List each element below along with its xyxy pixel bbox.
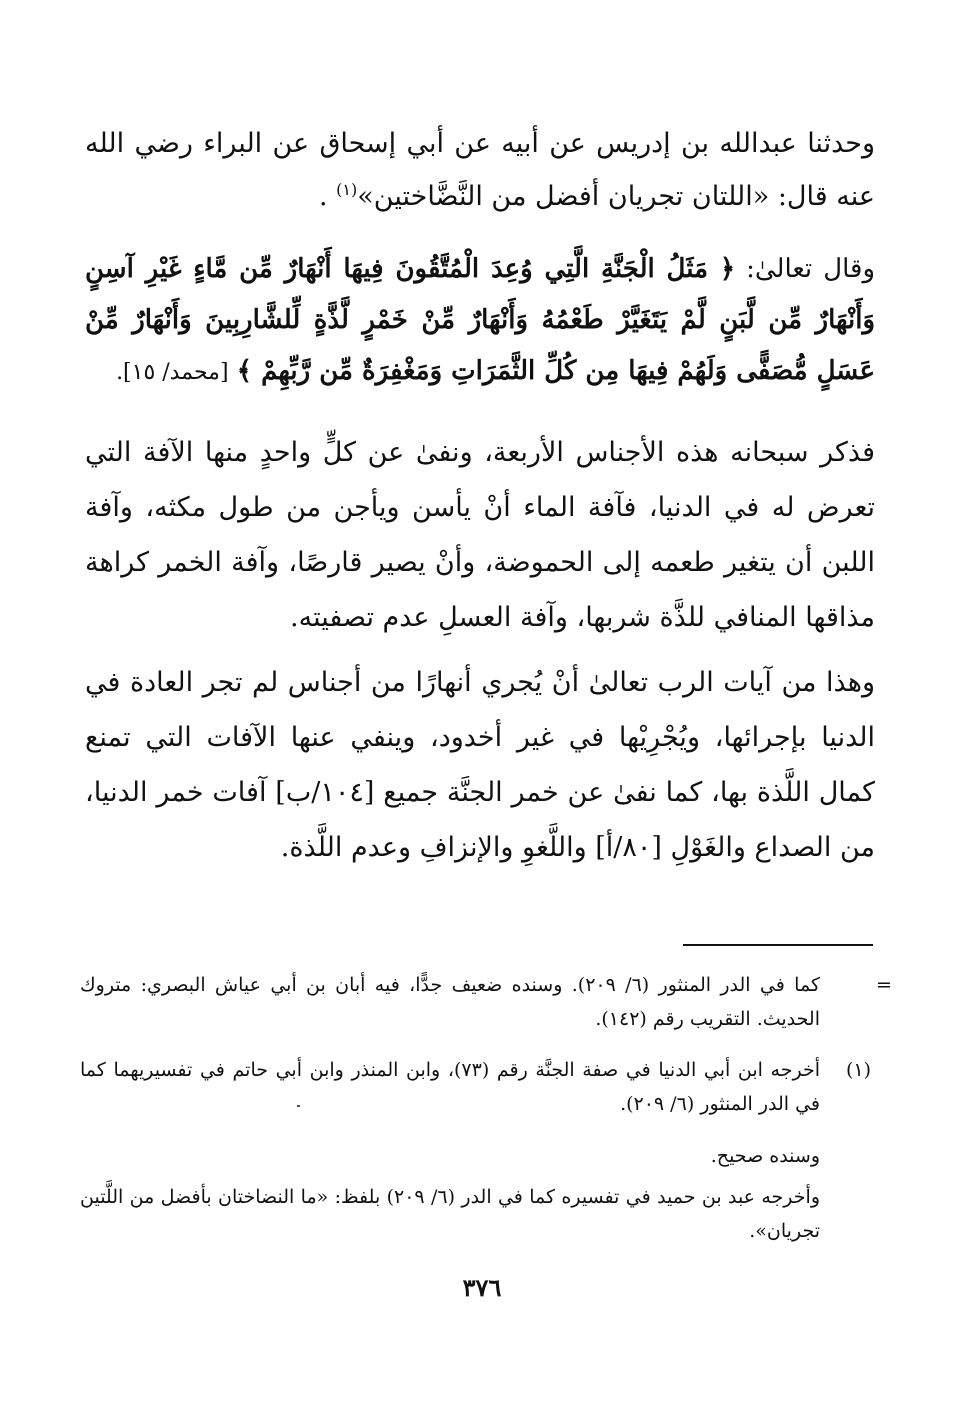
scan-speck <box>297 1105 300 1107</box>
footnote-continuation-marker: = <box>876 974 892 996</box>
paragraph-hadith <box>85 117 875 223</box>
quran-verse: ﴿ مَثَلُ الْجَنَّةِ الَّتِي وُعِدَ الْمُتَّقُونَ فِيهَا أَنْهَارٌ مِّن مَّاءٍ غَيْرِ آسِنٍ وَأَنْهَارٌ مِّن لَّبَنٍ لَّمْ يَتَغَيَّرْ طَعْمُهُ وَأَنْهَارٌ مِّنْ خَمْرٍ لَّذَّةٍ لِّلشَّارِبِينَ وَأَنْهَارٌ مِّنْ عَسَلٍ مُّصَفًّى وَلَهُمْ فِيهَا مِن كُلِّ الثَّمَرَاتِ وَمَغْفِرَةٌ مِّن رَّبِّهِمْ ﴾ <box>85 254 875 386</box>
hadith-end: . <box>318 181 328 212</box>
verse-reference: [محمد/ ١٥]. <box>116 360 229 385</box>
footnote-separator <box>683 944 873 946</box>
paragraph-commentary: فذكر سبحانه هذه الأجناس الأربعة، ونفىٰ عن كلٍّ واحدٍ منها الآفة التي تعرض له في الدنيا، فآفة الماء أنْ يأسن ويأجن من طول مكثه، وآفة اللبن أن يتغير طعمه إلى الحموضة، وأنْ يصير قارصًا، وآفة الخمر كراهة مذاقها المنافي للذَّة شربها، وآفة العسلِ عدم تصفيته. <box>85 437 875 633</box>
page-number: ٣٧٦ <box>462 1273 502 1302</box>
hadith-text: وحدثنا عبدالله بن إدريس عن أبيه عن أبي إسحاق عن البراء رضي الله عنه قال: «اللتان تجريان أفضل من النَّضَّاختين» <box>85 128 875 212</box>
verse-intro: وقال تعالىٰ: <box>746 254 875 284</box>
paragraph-quran-verse <box>85 244 875 398</box>
footnote-1-grading: وسنده صحيح. <box>710 1145 820 1167</box>
footnote-1: أخرجه ابن أبي الدنيا في صفة الجنَّة رقم (٧٣)، وابن المنذر وابن أبي حاتم في تفسيريهما كما في الدر المنثور (٦/ ٢٠٩). <box>80 1059 820 1115</box>
footnote-continuation: كما في الدر المنثور (٦/ ٢٠٩). وسنده ضعيف جدًّا، فيه أبان بن أبي عياش البصري: متروك الحديث. التقريب رقم (١٤٢). <box>80 974 820 1030</box>
footnote-reference-1[interactable]: (١) <box>336 180 358 199</box>
footnote-1-marker: (١) <box>846 1059 872 1081</box>
footnote-1-additional: وأخرجه عبد بن حميد في تفسيره كما في الدر (٦/ ٢٠٩) بلفظ: «ما النضاختان بأفضل من اللَّتين تجريان». <box>80 1186 820 1242</box>
paragraph-signs: وهذا من آيات الرب تعالىٰ أنْ يُجري أنهارًا من أجناس لم تجر العادة في الدنيا بإجرائها، ويُجْرِيْها في غير أخدود، وينفي عنها الآفات التي تمنع كمال اللَّذة بها، كما نفىٰ عن خمر الجنَّة جميع [١٠٤/ب] آفات خمر الدنيا، من الصداع والغَوْلِ [٨٠/أ] واللَّغوِ والإنزافِ وعدم اللَّذة. <box>85 667 875 863</box>
